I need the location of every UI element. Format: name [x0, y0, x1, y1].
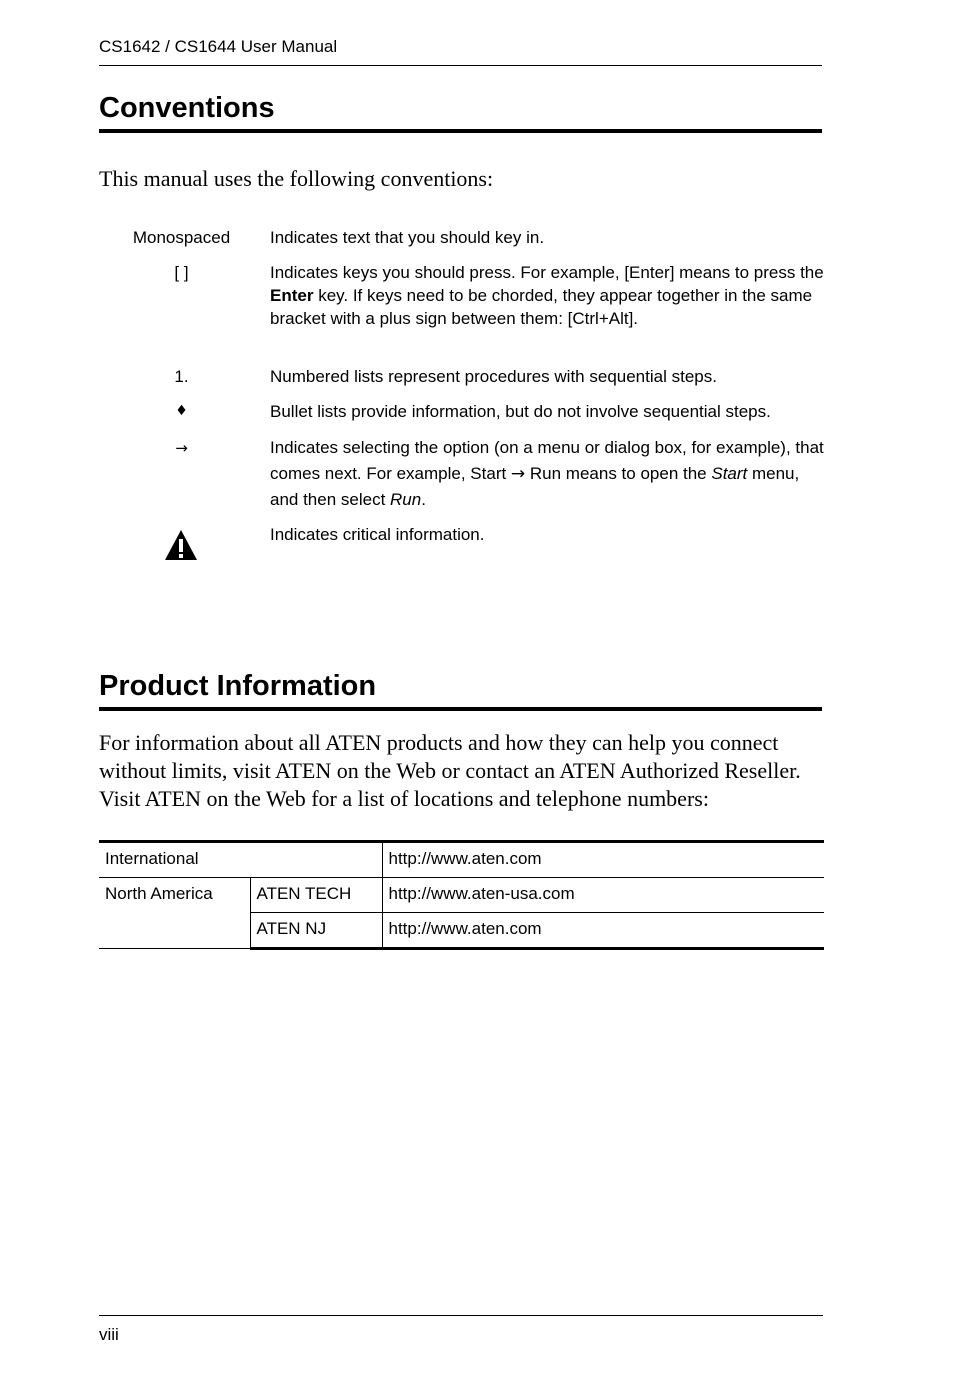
convention-symbol: Monospaced	[132, 228, 231, 247]
table-cell-region: International	[99, 842, 382, 878]
convention-symbol: [ ]	[174, 263, 189, 282]
convention-description: Numbered lists represent procedures with sequential steps.	[270, 367, 717, 386]
running-header-title: CS1642 / CS1644 User Manual	[99, 37, 338, 56]
convention-row-warning	[99, 523, 829, 568]
arrow-right-icon: →	[510, 464, 526, 484]
product-information-heading: Product Information	[99, 670, 377, 702]
convention-description: Indicates critical information.	[270, 525, 485, 544]
table-cell-region: North America	[99, 878, 250, 949]
table-cell-url[interactable]: http://www.aten.com	[382, 913, 824, 949]
product-information-intro: For information about all ATEN products and how they can help you connect without limits, visit ATEN on the Web or contact an ATEN Authorized Reseller. Visit ATEN on the Web for a list of locations and telephone numbers:	[99, 730, 801, 811]
arrow-right-icon: →	[175, 439, 188, 457]
table-cell-name: ATEN NJ	[250, 913, 382, 949]
footer-rule	[99, 1315, 823, 1316]
product-information-heading-rule	[99, 707, 822, 711]
page-number: viii	[99, 1325, 119, 1344]
table-row	[99, 878, 824, 913]
convention-description: Indicates selecting the option (on a menu or dialog box, for example), that comes next. For example, Start → Run means to open the Start menu, and then select Run.	[270, 438, 824, 509]
convention-description: Indicates keys you should press. For example, [Enter] means to press the Enter key. If keys need to be chorded, they appear together in the same bracket with a plus sign between them: [Ctrl+Alt].	[270, 263, 824, 328]
warning-triangle-icon	[164, 529, 198, 561]
convention-description: Bullet lists provide information, but do not involve sequential steps.	[270, 402, 771, 421]
table-cell-url[interactable]: http://www.aten-usa.com	[382, 878, 824, 913]
contact-table	[99, 840, 824, 950]
table-cell-url[interactable]: http://www.aten.com	[382, 842, 824, 878]
conventions-heading: Conventions	[99, 92, 275, 124]
convention-symbol: 1.	[174, 367, 189, 386]
table-cell-name: ATEN TECH	[250, 878, 382, 913]
convention-description: Indicates text that you should key in.	[270, 228, 545, 247]
conventions-intro: This manual uses the following conventions:	[99, 166, 494, 191]
header-rule	[99, 65, 822, 66]
conventions-heading-rule	[99, 129, 822, 133]
table-row	[99, 842, 824, 878]
bullet-diamond-icon: ♦	[175, 403, 188, 419]
